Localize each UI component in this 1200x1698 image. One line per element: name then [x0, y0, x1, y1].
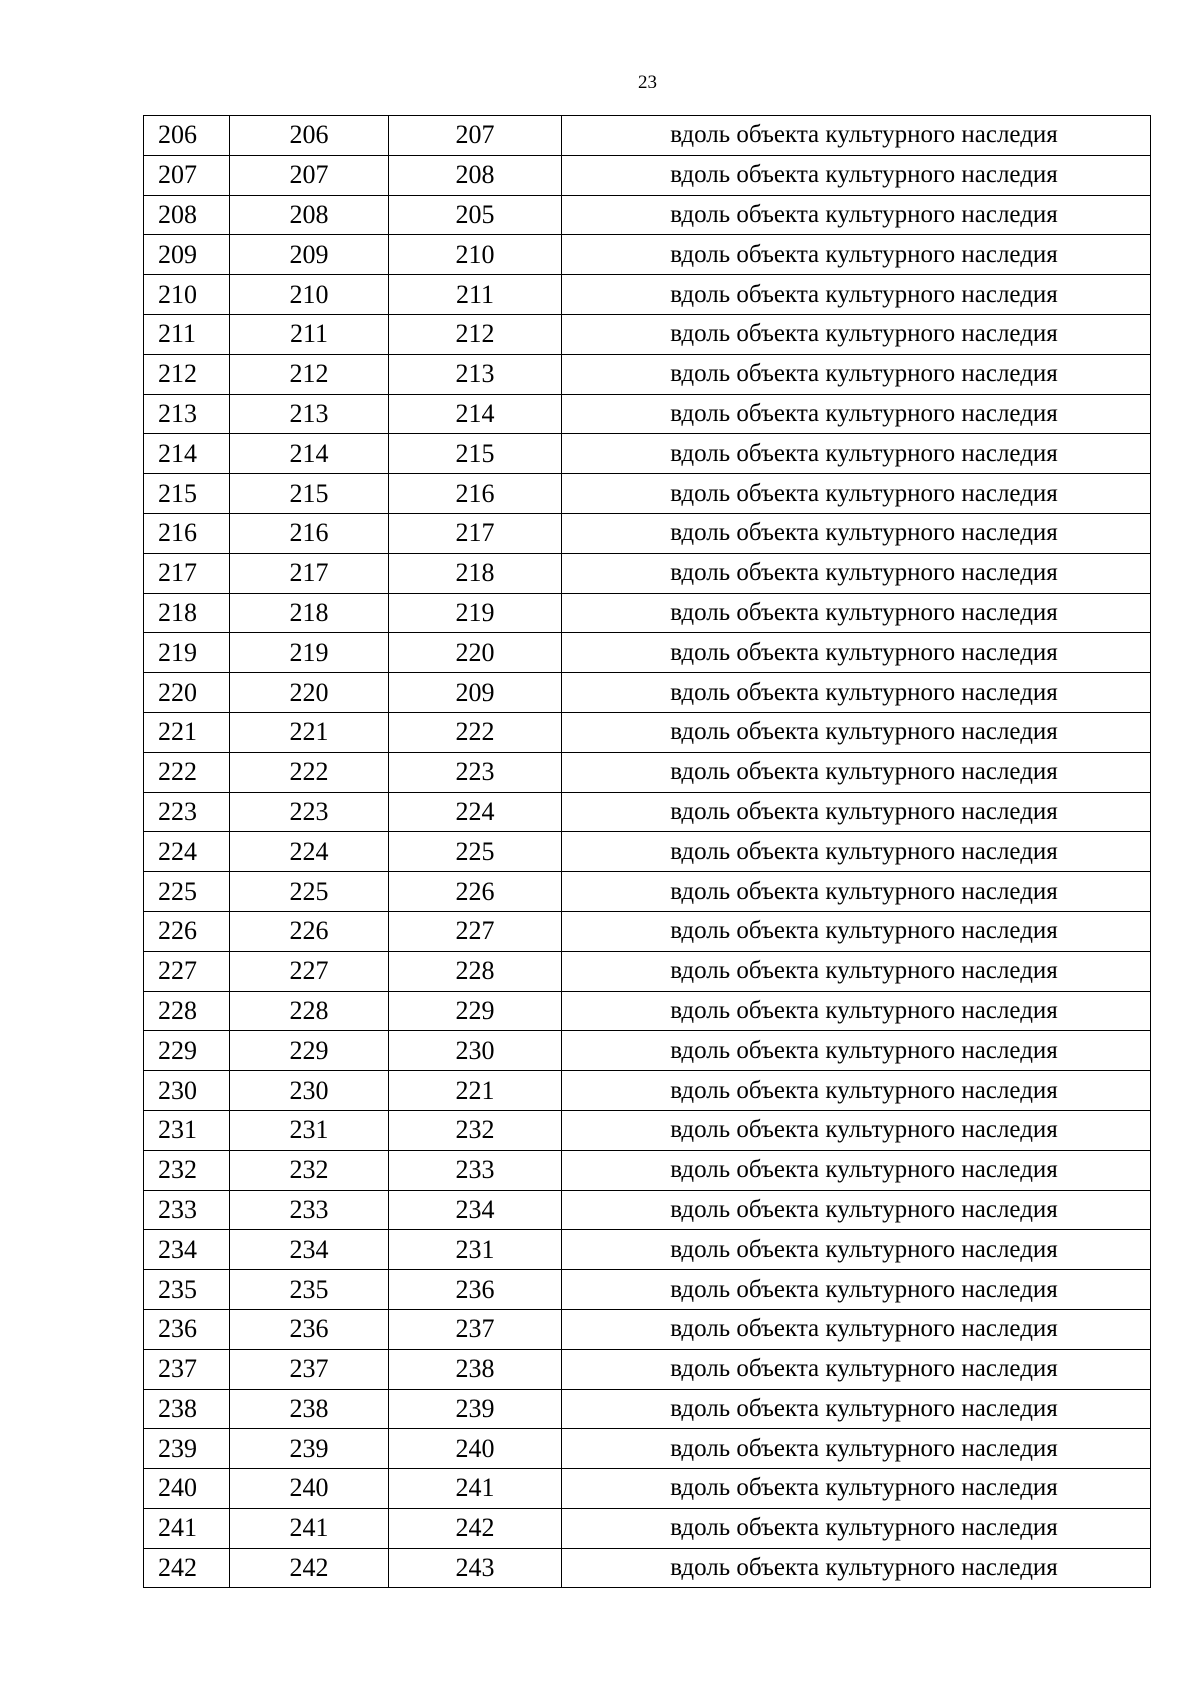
start-point-cell: 209 [230, 235, 389, 275]
end-point-cell: 237 [389, 1309, 562, 1349]
end-point-cell: 210 [389, 235, 562, 275]
row-number-cell: 235 [144, 1270, 230, 1310]
start-point-cell: 217 [230, 553, 389, 593]
end-point-cell: 211 [389, 275, 562, 315]
start-point-cell: 216 [230, 513, 389, 553]
start-point-cell: 232 [230, 1150, 389, 1190]
row-number-cell: 214 [144, 434, 230, 474]
start-point-cell: 240 [230, 1469, 389, 1509]
end-point-cell: 220 [389, 633, 562, 673]
table-row [144, 1071, 1151, 1111]
description-cell: вдоль объекта культурного наследия [562, 314, 1151, 354]
start-point-cell: 234 [230, 1230, 389, 1270]
row-number-cell: 219 [144, 633, 230, 673]
table-row [144, 832, 1151, 872]
description-cell: вдоль объекта культурного наследия [562, 474, 1151, 514]
row-number-cell: 207 [144, 155, 230, 195]
table-row [144, 593, 1151, 633]
row-number-cell: 212 [144, 354, 230, 394]
table-row [144, 155, 1151, 195]
row-number-cell: 225 [144, 872, 230, 912]
row-number-cell: 217 [144, 553, 230, 593]
row-number-cell: 220 [144, 673, 230, 713]
description-cell: вдоль объекта культурного наследия [562, 792, 1151, 832]
end-point-cell: 228 [389, 951, 562, 991]
end-point-cell: 231 [389, 1230, 562, 1270]
start-point-cell: 241 [230, 1508, 389, 1548]
end-point-cell: 238 [389, 1349, 562, 1389]
table-row [144, 1309, 1151, 1349]
description-cell: вдоль объекта культурного наследия [562, 1110, 1151, 1150]
start-point-cell: 207 [230, 155, 389, 195]
end-point-cell: 233 [389, 1150, 562, 1190]
end-point-cell: 221 [389, 1071, 562, 1111]
table-row [144, 354, 1151, 394]
start-point-cell: 218 [230, 593, 389, 633]
row-number-cell: 239 [144, 1429, 230, 1469]
description-cell: вдоль объекта культурного наследия [562, 1508, 1151, 1548]
description-cell: вдоль объекта культурного наследия [562, 911, 1151, 951]
row-number-cell: 216 [144, 513, 230, 553]
description-cell: вдоль объекта культурного наследия [562, 872, 1151, 912]
end-point-cell: 215 [389, 434, 562, 474]
end-point-cell: 229 [389, 991, 562, 1031]
description-cell: вдоль объекта культурного наследия [562, 195, 1151, 235]
end-point-cell: 225 [389, 832, 562, 872]
row-number-cell: 223 [144, 792, 230, 832]
table-row [144, 195, 1151, 235]
description-cell: вдоль объекта культурного наследия [562, 1150, 1151, 1190]
end-point-cell: 242 [389, 1508, 562, 1548]
row-number-cell: 211 [144, 314, 230, 354]
table-row [144, 434, 1151, 474]
boundary-table [143, 115, 1151, 1588]
description-cell: вдоль объекта культурного наследия [562, 1469, 1151, 1509]
description-cell: вдоль объекта культурного наследия [562, 1031, 1151, 1071]
table-row [144, 275, 1151, 315]
description-cell: вдоль объекта культурного наследия [562, 1309, 1151, 1349]
end-point-cell: 226 [389, 872, 562, 912]
table-row [144, 991, 1151, 1031]
start-point-cell: 231 [230, 1110, 389, 1150]
start-point-cell: 225 [230, 872, 389, 912]
table-row [144, 1349, 1151, 1389]
row-number-cell: 236 [144, 1309, 230, 1349]
start-point-cell: 228 [230, 991, 389, 1031]
row-number-cell: 231 [144, 1110, 230, 1150]
start-point-cell: 222 [230, 752, 389, 792]
table-row [144, 1548, 1151, 1588]
table-row [144, 951, 1151, 991]
table-row [144, 911, 1151, 951]
row-number-cell: 232 [144, 1150, 230, 1190]
description-cell: вдоль объекта культурного наследия [562, 116, 1151, 156]
start-point-cell: 206 [230, 116, 389, 156]
boundary-table-body [144, 116, 1151, 1588]
end-point-cell: 240 [389, 1429, 562, 1469]
table-row [144, 633, 1151, 673]
end-point-cell: 212 [389, 314, 562, 354]
table-row [144, 553, 1151, 593]
row-number-cell: 241 [144, 1508, 230, 1548]
description-cell: вдоль объекта культурного наследия [562, 434, 1151, 474]
description-cell: вдоль объекта культурного наследия [562, 1429, 1151, 1469]
table-row [144, 752, 1151, 792]
start-point-cell: 215 [230, 474, 389, 514]
table-row [144, 1389, 1151, 1429]
table-row [144, 712, 1151, 752]
table-row [144, 1270, 1151, 1310]
description-cell: вдоль объекта культурного наследия [562, 633, 1151, 673]
table-row [144, 235, 1151, 275]
end-point-cell: 217 [389, 513, 562, 553]
description-cell: вдоль объекта культурного наследия [562, 513, 1151, 553]
description-cell: вдоль объекта культурного наследия [562, 275, 1151, 315]
description-cell: вдоль объекта культурного наследия [562, 991, 1151, 1031]
description-cell: вдоль объекта культурного наследия [562, 394, 1151, 434]
table-row [144, 1508, 1151, 1548]
table-row [144, 474, 1151, 514]
end-point-cell: 208 [389, 155, 562, 195]
table-row [144, 1190, 1151, 1230]
start-point-cell: 229 [230, 1031, 389, 1071]
start-point-cell: 233 [230, 1190, 389, 1230]
start-point-cell: 210 [230, 275, 389, 315]
row-number-cell: 218 [144, 593, 230, 633]
start-point-cell: 235 [230, 1270, 389, 1310]
start-point-cell: 211 [230, 314, 389, 354]
row-number-cell: 206 [144, 116, 230, 156]
table-row [144, 1469, 1151, 1509]
description-cell: вдоль объекта культурного наследия [562, 1230, 1151, 1270]
end-point-cell: 236 [389, 1270, 562, 1310]
description-cell: вдоль объекта культурного наследия [562, 951, 1151, 991]
table-row [144, 513, 1151, 553]
end-point-cell: 227 [389, 911, 562, 951]
row-number-cell: 224 [144, 832, 230, 872]
start-point-cell: 239 [230, 1429, 389, 1469]
table-row [144, 1150, 1151, 1190]
end-point-cell: 207 [389, 116, 562, 156]
table-row [144, 673, 1151, 713]
end-point-cell: 214 [389, 394, 562, 434]
start-point-cell: 242 [230, 1548, 389, 1588]
row-number-cell: 213 [144, 394, 230, 434]
start-point-cell: 223 [230, 792, 389, 832]
start-point-cell: 212 [230, 354, 389, 394]
table-row [144, 792, 1151, 832]
description-cell: вдоль объекта культурного наследия [562, 1548, 1151, 1588]
start-point-cell: 236 [230, 1309, 389, 1349]
end-point-cell: 219 [389, 593, 562, 633]
row-number-cell: 227 [144, 951, 230, 991]
end-point-cell: 241 [389, 1469, 562, 1509]
start-point-cell: 238 [230, 1389, 389, 1429]
description-cell: вдоль объекта культурного наследия [562, 1071, 1151, 1111]
start-point-cell: 224 [230, 832, 389, 872]
description-cell: вдоль объекта культурного наследия [562, 752, 1151, 792]
table-row [144, 116, 1151, 156]
start-point-cell: 208 [230, 195, 389, 235]
description-cell: вдоль объекта культурного наследия [562, 832, 1151, 872]
row-number-cell: 240 [144, 1469, 230, 1509]
row-number-cell: 226 [144, 911, 230, 951]
end-point-cell: 209 [389, 673, 562, 713]
start-point-cell: 219 [230, 633, 389, 673]
start-point-cell: 237 [230, 1349, 389, 1389]
end-point-cell: 224 [389, 792, 562, 832]
row-number-cell: 208 [144, 195, 230, 235]
row-number-cell: 238 [144, 1389, 230, 1429]
start-point-cell: 213 [230, 394, 389, 434]
description-cell: вдоль объекта культурного наследия [562, 553, 1151, 593]
table-row [144, 1230, 1151, 1270]
row-number-cell: 229 [144, 1031, 230, 1071]
end-point-cell: 205 [389, 195, 562, 235]
row-number-cell: 233 [144, 1190, 230, 1230]
description-cell: вдоль объекта культурного наследия [562, 235, 1151, 275]
row-number-cell: 228 [144, 991, 230, 1031]
row-number-cell: 222 [144, 752, 230, 792]
start-point-cell: 230 [230, 1071, 389, 1111]
end-point-cell: 222 [389, 712, 562, 752]
table-row [144, 872, 1151, 912]
table-row [144, 1110, 1151, 1150]
table-row [144, 1429, 1151, 1469]
row-number-cell: 221 [144, 712, 230, 752]
description-cell: вдоль объекта культурного наследия [562, 354, 1151, 394]
end-point-cell: 234 [389, 1190, 562, 1230]
end-point-cell: 223 [389, 752, 562, 792]
description-cell: вдоль объекта культурного наследия [562, 155, 1151, 195]
table-row [144, 1031, 1151, 1071]
end-point-cell: 218 [389, 553, 562, 593]
description-cell: вдоль объекта культурного наследия [562, 1270, 1151, 1310]
start-point-cell: 220 [230, 673, 389, 713]
row-number-cell: 237 [144, 1349, 230, 1389]
page-number: 23 [638, 72, 657, 93]
end-point-cell: 230 [389, 1031, 562, 1071]
row-number-cell: 210 [144, 275, 230, 315]
start-point-cell: 227 [230, 951, 389, 991]
description-cell: вдоль объекта культурного наследия [562, 712, 1151, 752]
end-point-cell: 243 [389, 1548, 562, 1588]
end-point-cell: 213 [389, 354, 562, 394]
row-number-cell: 209 [144, 235, 230, 275]
end-point-cell: 216 [389, 474, 562, 514]
start-point-cell: 214 [230, 434, 389, 474]
row-number-cell: 215 [144, 474, 230, 514]
table-row [144, 394, 1151, 434]
row-number-cell: 242 [144, 1548, 230, 1588]
start-point-cell: 221 [230, 712, 389, 752]
row-number-cell: 230 [144, 1071, 230, 1111]
description-cell: вдоль объекта культурного наследия [562, 1190, 1151, 1230]
description-cell: вдоль объекта культурного наследия [562, 1349, 1151, 1389]
start-point-cell: 226 [230, 911, 389, 951]
description-cell: вдоль объекта культурного наследия [562, 593, 1151, 633]
row-number-cell: 234 [144, 1230, 230, 1270]
end-point-cell: 232 [389, 1110, 562, 1150]
description-cell: вдоль объекта культурного наследия [562, 1389, 1151, 1429]
description-cell: вдоль объекта культурного наследия [562, 673, 1151, 713]
table-row [144, 314, 1151, 354]
end-point-cell: 239 [389, 1389, 562, 1429]
